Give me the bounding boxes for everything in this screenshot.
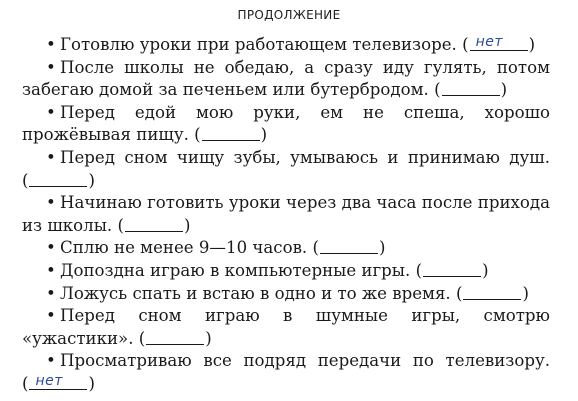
bullet-icon: • — [46, 102, 56, 122]
close-paren: ) — [522, 283, 529, 303]
answer-blank[interactable] — [456, 283, 529, 306]
item-text: Ложусь спать и встаю в одно и то же время. — [60, 283, 451, 303]
answer-blank[interactable] — [312, 237, 385, 260]
answer-field[interactable] — [125, 215, 183, 232]
answer-blank[interactable] — [434, 79, 507, 102]
checklist-item — [22, 305, 550, 350]
checklist-item — [22, 192, 550, 237]
bullet-icon: • — [46, 260, 56, 280]
checklist-item — [22, 34, 550, 57]
checklist-item — [22, 260, 550, 283]
answer-blank[interactable] — [139, 328, 212, 351]
bullet-icon: • — [46, 306, 56, 326]
bullet-icon: • — [46, 351, 56, 371]
open-paren: ( — [312, 238, 319, 258]
item-text: Перед сном играю в шумные игры, смотрю «ужастики». — [22, 306, 550, 348]
open-paren: ( — [415, 260, 423, 280]
checklist — [22, 34, 550, 396]
close-paren: ) — [183, 215, 191, 235]
open-paren: ( — [462, 35, 469, 54]
answer-blank[interactable] — [462, 34, 535, 57]
close-paren: ) — [88, 373, 95, 393]
bullet-icon: • — [46, 283, 56, 303]
open-paren: ( — [22, 170, 29, 190]
checklist-item — [22, 147, 550, 192]
open-paren: ( — [434, 80, 441, 100]
close-paren: ) — [378, 238, 386, 258]
bullet-icon: • — [46, 57, 56, 77]
close-paren: ) — [260, 125, 268, 145]
bullet-icon: • — [46, 147, 56, 167]
open-paren: ( — [194, 125, 201, 145]
checklist-item — [22, 237, 550, 260]
checklist-item — [22, 283, 550, 306]
answer-field[interactable] — [463, 283, 521, 300]
answer-field[interactable] — [202, 124, 260, 141]
checklist-item — [22, 57, 550, 102]
handwritten-answer: нет — [35, 372, 63, 389]
answer-field[interactable] — [29, 170, 87, 187]
answer-field[interactable] — [146, 328, 204, 345]
bullet-icon: • — [46, 238, 56, 258]
open-paren: ( — [138, 328, 146, 348]
answer-field[interactable] — [320, 237, 378, 254]
item-text: Допоздна играю в компьютерные игры. — [60, 260, 411, 280]
answer-blank[interactable] — [22, 373, 95, 396]
checklist-item — [22, 350, 550, 395]
item-text: Начинаю готовить уроки через два часа после прихода из школы. — [22, 193, 550, 235]
answer-field[interactable] — [29, 373, 87, 390]
page-heading: ПРОДОЛЖЕНИЕ — [237, 8, 341, 22]
item-text: Сплю не менее 9—10 часов. — [60, 238, 308, 258]
close-paren: ) — [205, 328, 212, 348]
open-paren: ( — [117, 215, 124, 235]
close-paren: ) — [500, 80, 508, 100]
answer-blank[interactable] — [416, 260, 489, 283]
handwritten-answer: нет — [475, 34, 504, 50]
item-text: Готовлю уроки при работающем телевизоре. — [60, 35, 457, 54]
item-text: Просматриваю все подряд передачи по телевизору. — [60, 351, 550, 371]
answer-field[interactable] — [442, 79, 500, 96]
checklist-item — [22, 102, 550, 147]
item-text: Перед едой мою руки, ем не спеша, хорошо прожёвывая пищу. — [22, 102, 550, 145]
bullet-icon: • — [46, 35, 56, 54]
item-text: После школы не обедаю, а сразу иду гулять, потом забегаю домой за печеньем или бутербродом. — [22, 57, 550, 100]
answer-blank[interactable] — [22, 170, 95, 193]
close-paren: ) — [528, 35, 536, 54]
answer-blank[interactable] — [117, 215, 190, 238]
answer-field[interactable] — [470, 34, 528, 51]
close-paren: ) — [482, 260, 489, 280]
open-paren: ( — [22, 373, 29, 393]
open-paren: ( — [455, 283, 463, 303]
item-text: Перед сном чищу зубы, умываюсь и принимаю душ. — [60, 147, 550, 167]
answer-field[interactable] — [423, 260, 481, 277]
close-paren: ) — [88, 170, 95, 190]
bullet-icon: • — [46, 193, 56, 213]
answer-blank[interactable] — [194, 124, 267, 147]
